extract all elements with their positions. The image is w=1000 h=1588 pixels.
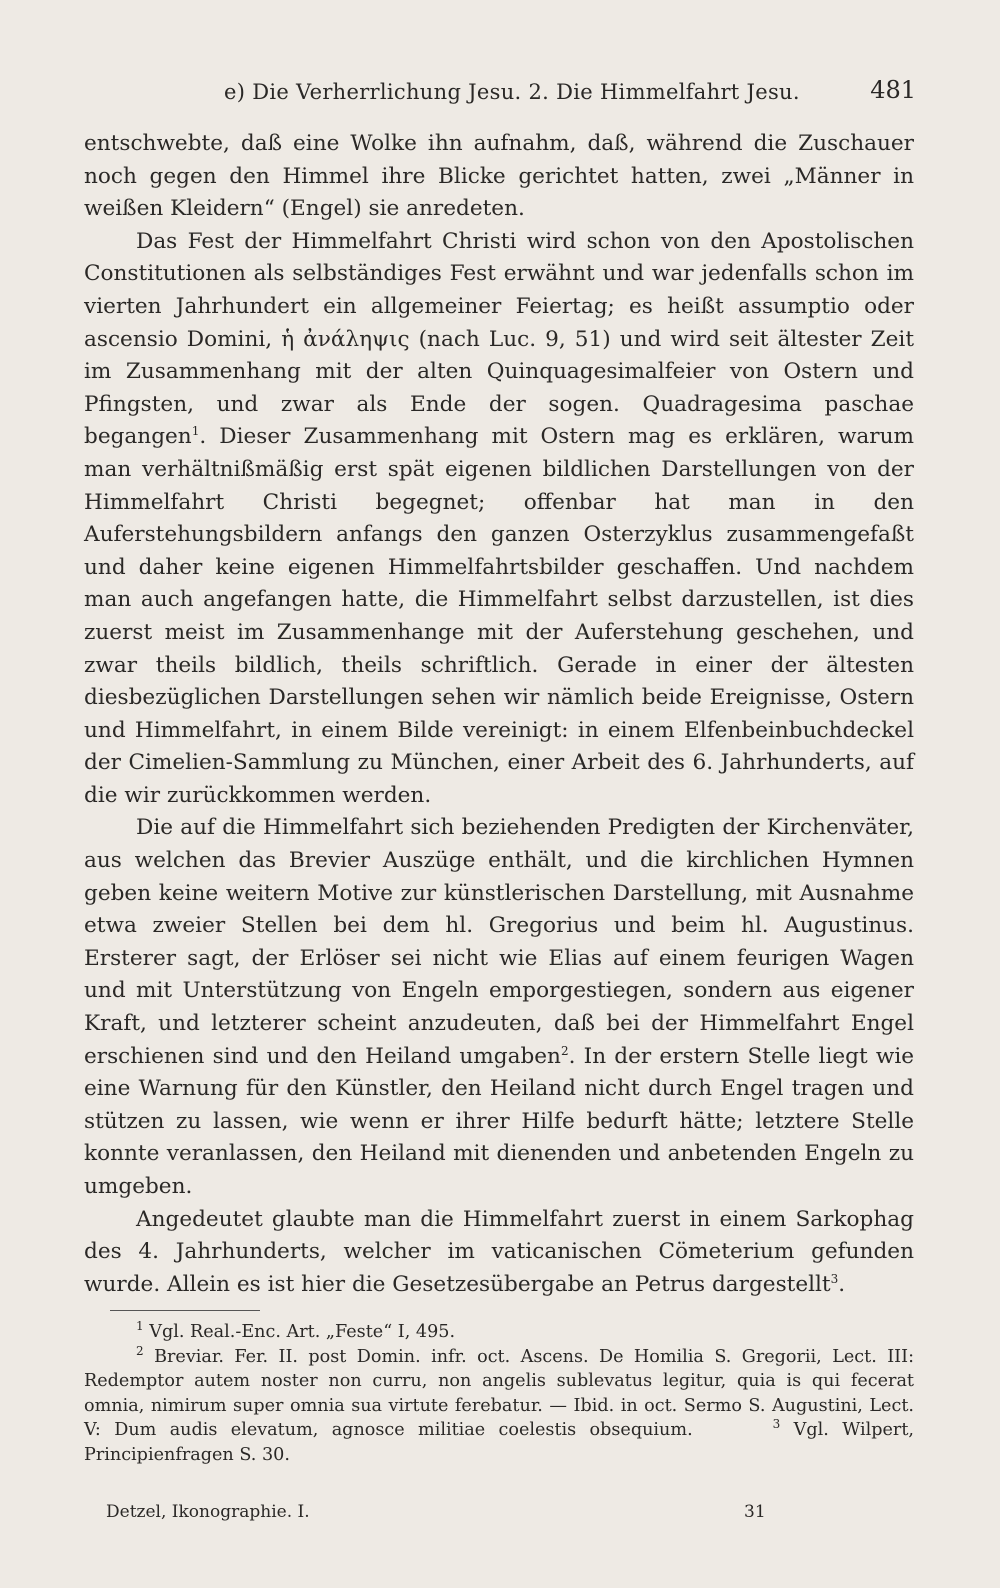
paragraph-text: Angedeutet glaubte man die Himmelfahrt zuerst in einem Sarkophag des 4. Jahrhunderts, welcher im vaticanischen Cömeterium gefunden wurde. Allein es ist hier die Gesetzesübergabe an Petrus dargestellt: [84, 1206, 914, 1297]
paragraph-continuation: [84, 128, 914, 226]
footnotes: [84, 1320, 914, 1467]
footnote-mark: 3: [772, 1417, 781, 1432]
printer-signature: Detzel, Ikonographie. I.: [106, 1502, 310, 1522]
footnote-2: [84, 1345, 914, 1468]
footnote-ref: 2: [560, 1043, 569, 1058]
paragraph-text: In der erstern Stelle liegt wie eine Warnung für den Künstler, den Heiland nicht durch Engel tragen und stützen zu lassen, wie wenn er ihrer Hilfe bedurft hätte; letztere Stelle konnte veranlassen, den Heiland mit dienenden und anbetenden Engeln zu umgeben.: [84, 1043, 915, 1199]
paragraph-text: entschwebte, daß eine Wolke ihn aufnahm, daß, während die Zuschauer noch gegen den Himmel ihre Blicke gerichtet hatten, zwei „Männer in weißen Kleidern“ (Engel) sie anredeten.: [84, 131, 914, 222]
footnote-mark: 2: [136, 1343, 144, 1358]
paragraph-text: Dieser Zusammenhang mit Ostern mag es erklären, warum man verhältnißmäßig erst spät eigenen bildlichen Darstellungen von der Himmelfahrt Christi begegnet; offenbar hat man in den Auferstehungsbildern anfangs den ganzen Osterzyklus zusammengefaßt und daher keine eigenen Himmelfahrtsbilder geschaffen. Und nachdem man auch angefangen hatte, die Himmelfahrt selbst darzustellen, ist dies zuerst meist im Zusammenhange mit der Auferstehung geschehen, und zwar theils bildlich, theils schriftlich. Gerade in einer der ältesten diesbezüglichen Darstellungen sehen wir nämlich beide Ereignisse, Ostern und Himmelfahrt, in einem Bilde vereinigt: in einem Elfenbeinbuchdeckel der Cimelien-Sammlung zu München, einer Arbeit des 6. Jahrhunderts, auf die wir zurückkommen werden.: [84, 424, 915, 808]
paragraph-text: Das Fest der Himmelfahrt Christi wird schon von den Apostolischen Constitutionen als selbständiges Fest erwähnt und war jedenfalls schon im vierten Jahrhundert ein allgemeiner Feiertag; es heißt assumptio oder ascensio Domini, ἡ ἀνάληψις (nach Luc. 9, 51) und wird seit ältester Zeit im Zusammenhang mit der alten Quinquagesimalfeier von Ostern und Pfingsten, und zwar als Ende der sogen. Quadragesima paschae begangen: [84, 228, 914, 450]
paragraph-feast: Das Fest der Himmelfahrt Christi wird schon von den Apostolischen Constitutionen als selbständiges Fest erwähnt und war jedenfalls schon im vierten Jahrhundert ein allgemeiner Feiertag; es heißt assumptio oder ascensio Domini, ἡ ἀνάληψις (nach Luc. 9, 51) und wird seit ältester Zeit im Zusammenhang mit der alten Quinquagesimalfeier von Ostern und Pfingsten, und zwar als Ende der sogen. Quadragesima paschae begangen$^1$. Dieser Zusammenhang mit Ostern mag es erklären, warum man verhältnißmäßig erst spät eigenen bildlichen Darstellungen von der Himmelfahrt Christi begegnet; offenbar hat man in den Auferstehungsbildern anfangs den ganzen Osterzyklus zusammengefaßt und daher keine eigenen Himmelfahrtsbilder geschaffen. Und nachdem man auch angefangen hatte, die Himmelfahrt selbst darzustellen, ist dies zuerst meist im Zusammenhange mit der Auferstehung geschehen, und zwar theils bildlich, theils schriftlich. Gerade in einer der ältesten diesbezüglichen Darstellungen sehen wir nämlich beide Ereignisse, Ostern und Himmelfahrt, in einem Bilde vereinigt: in einem Elfenbeinbuchdeckel der Cimelien-Sammlung zu München, einer Arbeit des 6. Jahrhunderts, auf die wir zurückkommen werden.: [84, 228, 915, 808]
paragraph-church-fathers: Die auf die Himmelfahrt sich beziehenden Predigten der Kirchenväter, aus welchen das Brevier Auszüge enthält, und die kirchlichen Hymnen geben keine weitern Motive zur künstlerischen Darstellung, mit Ausnahme etwa zweier Stellen bei dem hl. Gregorius und beim hl. Augustinus. Ersterer sagt, der Erlöser sei nicht wie Elias auf einem feurigen Wagen und mit Unterstützung von Engeln emporgestiegen, sondern aus eigener Kraft, und letzterer scheint anzudeuten, daß bei der Himmelfahrt Engel erschienen sind und den Heiland umgaben$^2$. In der erstern Stelle liegt wie eine Warnung für den Künstler, den Heiland nicht durch Engel tragen und stützen zu lassen, wie wenn er ihrer Hilfe bedurft hätte; letztere Stelle konnte veranlassen, den Heiland mit dienenden und anbetenden Engeln zu umgeben.: [84, 815, 915, 1199]
footnote-ref: 3: [830, 1271, 839, 1286]
footnote-mark: 1: [136, 1319, 144, 1334]
running-title: e) Die Verherrlichung Jesu. 2. Die Himmelfahrt Jesu.: [224, 80, 800, 104]
main-text: [84, 128, 914, 1301]
sheet-number: 31: [744, 1502, 766, 1522]
page-header: [84, 76, 916, 116]
paragraph-text: Die auf die Himmelfahrt sich beziehenden Predigten der Kirchenväter, aus welchen das Brevier Auszüge enthält, und die kirchlichen Hymnen geben keine weitern Motive zur künstlerischen Darstellung, mit Ausnahme etwa zweier Stellen bei dem hl. Gregorius und beim hl. Augustinus. Ersterer sagt, der Erlöser sei nicht wie Elias auf einem feurigen Wagen und mit Unterstützung von Engeln emporgestiegen, sondern aus eigener Kraft, und letzterer scheint anzudeuten, daß bei der Himmelfahrt Engel erschienen sind und den Heiland umgaben: [84, 815, 914, 1069]
footnote-text: Vgl. Real.-Enc. Art. „Feste“ I, 495.: [149, 1322, 456, 1342]
page-number: 481: [870, 76, 916, 104]
footnote-ref: 1: [191, 424, 200, 439]
page-footer: [84, 1502, 914, 1532]
footnote-text: Breviar. Fer. II. post Domin. infr. oct. Ascens. De Homilia S. Gregorii, Lect. III: Redemptor autem noster non curru, non angelis sublevatus legitur, quia is qui fecerat omnia, nimirum super omnia sua virtute ferebatur. — Ibid. in oct. Sermo S. Augustini, Lect. V: Dum audis elevatum, agnosce militiae coelestis obsequium.: [84, 1346, 914, 1440]
paragraph-sarcophagus: Angedeutet glaubte man die Himmelfahrt zuerst in einem Sarkophag des 4. Jahrhunderts, welcher im vaticanischen Cömeterium gefunden wurde. Allein es ist hier die Gesetzesübergabe an Petrus dargestellt$^3$.: [84, 1206, 914, 1297]
footnote-divider: [110, 1310, 260, 1311]
footnote-1: [84, 1320, 914, 1345]
footnote-text: Vgl. Wilpert, Principienfragen S. 30.: [84, 1420, 914, 1465]
